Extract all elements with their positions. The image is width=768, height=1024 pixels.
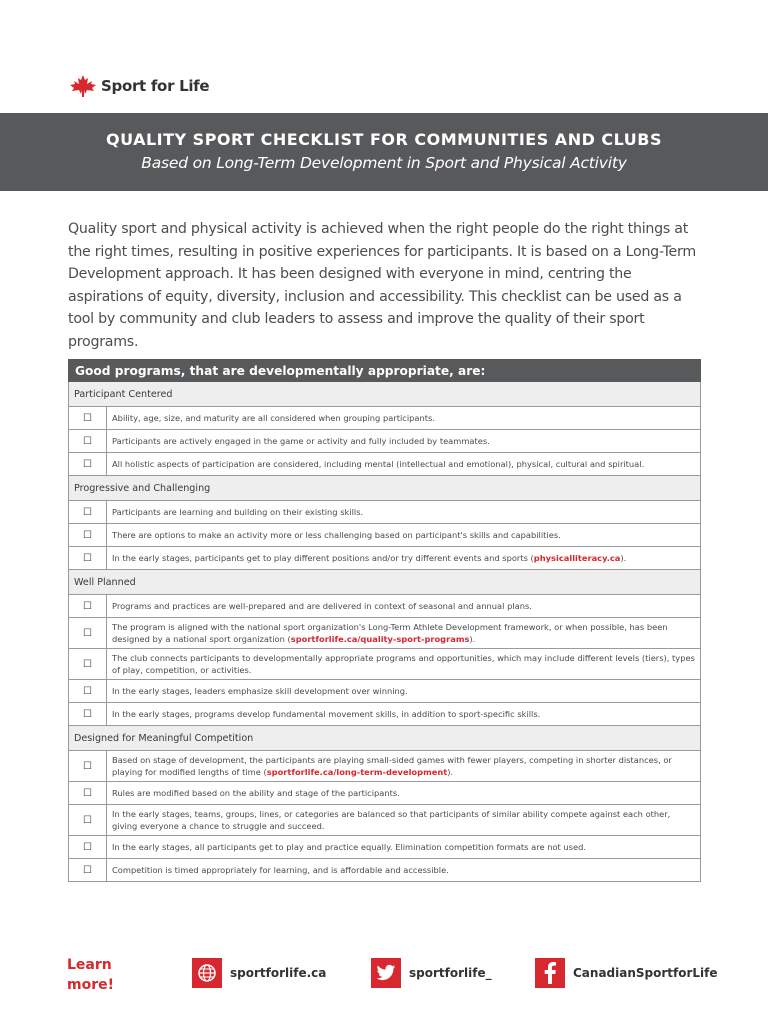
sport-for-life-logo (68, 74, 209, 98)
intro-paragraph: Quality sport and physical activity is achieved when the right people do the right things at the right times, resulting in positive experiences for participants. It is based on a Long-Term Development approach. It has been designed with everyone in mind, centring the aspirations of equity, diversity, inclusion and accessibility. This checklist can be used as a tool by community and club leaders to assess and improve the quality of their sport programs. (68, 221, 696, 350)
checklist-row (69, 859, 701, 882)
checklist-item-text: Rules are modified based on the ability and stage of the participants. (107, 782, 701, 805)
checklist-item-text: The program is aligned with the national sport organization's Long-Term Athlete Development framework, or when possible, has been designed by a national sport organization (sportforlife.ca/quality-sport-programs). (107, 618, 701, 649)
checklist-item-text: There are options to make an activity more or less challenging based on participant's skills and capabilities. (107, 524, 701, 547)
physicalliteracy-link[interactable]: physicalliteracy.ca (533, 552, 621, 563)
checkbox[interactable]: ☐ (69, 595, 107, 618)
checklist-item-text: Participants are learning and building on their existing skills. (107, 501, 701, 524)
learn-more-label: Learn more! (67, 957, 114, 993)
checklist-row (69, 547, 701, 570)
checklist-row (69, 430, 701, 453)
checkbox[interactable]: ☐ (69, 618, 107, 649)
checkbox[interactable]: ☐ (69, 805, 107, 836)
checklist-row (69, 782, 701, 805)
facebook-link[interactable] (535, 958, 718, 988)
checklist-row (69, 703, 701, 726)
checklist-item-text: In the early stages, leaders emphasize skill development over winning. (107, 680, 701, 703)
twitter-icon (371, 958, 401, 988)
checkbox[interactable]: ☐ (69, 751, 107, 782)
facebook-icon (535, 958, 565, 988)
page-subtitle: Based on Long-Term Development in Sport and Physical Activity (141, 154, 627, 172)
checkbox[interactable]: ☐ (69, 524, 107, 547)
checklist-item-text: In the early stages, participants get to play different positions and/or try different events and sports (physicalliteracy.ca). (107, 547, 701, 570)
twitter-link[interactable] (371, 958, 492, 988)
checklist-row (69, 501, 701, 524)
quality-sport-programs-link[interactable]: sportforlife.ca/quality-sport-programs (290, 634, 470, 644)
checklist-row (69, 649, 701, 680)
checklist-header: Good programs, that are developmentally appropriate, are: (69, 360, 701, 382)
maple-leaf-icon (68, 74, 98, 98)
checkbox[interactable]: ☐ (69, 680, 107, 703)
website-label: sportforlife.ca (230, 966, 327, 980)
checkbox[interactable]: ☐ (69, 501, 107, 524)
section-well-planned: Well Planned (69, 570, 701, 595)
checkbox[interactable]: ☐ (69, 836, 107, 859)
footer (0, 955, 768, 995)
checklist-row (69, 453, 701, 476)
section-participant-centered: Participant Centered (69, 382, 701, 407)
checklist-row (69, 805, 701, 836)
checklist-item-text: Programs and practices are well-prepared and are delivered in context of seasonal and annual plans. (107, 595, 701, 618)
checkbox[interactable]: ☐ (69, 649, 107, 680)
page-title: QUALITY SPORT CHECKLIST FOR COMMUNITIES AND CLUBS (105, 130, 663, 149)
twitter-label: sportforlife_ (409, 966, 492, 980)
website-link[interactable] (192, 958, 326, 988)
checklist-item-text: In the early stages, programs develop fundamental movement skills, in addition to sport-specific skills. (107, 703, 701, 726)
checklist-item-text: Based on stage of development, the participants are playing small-sided games with fewer players, competing in shorter distances, or playing for modified lengths of time (sportforlife.ca/long-term-development). (107, 751, 701, 782)
quality-checklist-table (68, 359, 701, 882)
section-meaningful-competition: Designed for Meaningful Competition (69, 726, 701, 751)
checklist-row (69, 751, 701, 782)
checkbox[interactable]: ☐ (69, 453, 107, 476)
title-banner (0, 113, 768, 191)
globe-icon (192, 958, 222, 988)
checklist-item-text: In the early stages, teams, groups, lines, or categories are balanced so that participants of similar ability compete against each other, giving everyone a chance to struggle and succeed. (107, 805, 701, 836)
checkbox[interactable]: ☐ (69, 547, 107, 570)
checklist-row (69, 595, 701, 618)
brand-name: Sport for Life (101, 77, 210, 95)
facebook-label: CanadianSportforLife (573, 966, 718, 980)
checklist-row (69, 680, 701, 703)
checkbox[interactable]: ☐ (69, 859, 107, 882)
checkbox[interactable]: ☐ (69, 407, 107, 430)
checklist-item-text: Ability, age, size, and maturity are all considered when grouping participants. (107, 407, 701, 430)
checklist-row (69, 836, 701, 859)
checkbox[interactable]: ☐ (69, 782, 107, 805)
checklist-item-text: All holistic aspects of participation are considered, including mental (intellectual and emotional), physical, cultural and spiritual. (107, 453, 701, 476)
checklist-item-text: Competition is timed appropriately for learning, and is affordable and accessible. (107, 859, 701, 882)
checklist-row (69, 618, 701, 649)
checkbox[interactable]: ☐ (69, 703, 107, 726)
long-term-development-link[interactable]: sportforlife.ca/long-term-development (266, 767, 448, 777)
checkbox[interactable]: ☐ (69, 430, 107, 453)
checklist-item-text: In the early stages, all participants get to play and practice equally. Elimination competition formats are not used. (107, 836, 701, 859)
checklist-row (69, 407, 701, 430)
checklist-row (69, 524, 701, 547)
checklist-item-text: The club connects participants to developmentally appropriate programs and opportunities, which may include different levels (tiers), types of play, competition, or activities. (107, 649, 701, 680)
section-progressive-and-challenging: Progressive and Challenging (69, 476, 701, 501)
checklist-item-text: Participants are actively engaged in the game or activity and fully included by teammates. (107, 430, 701, 453)
